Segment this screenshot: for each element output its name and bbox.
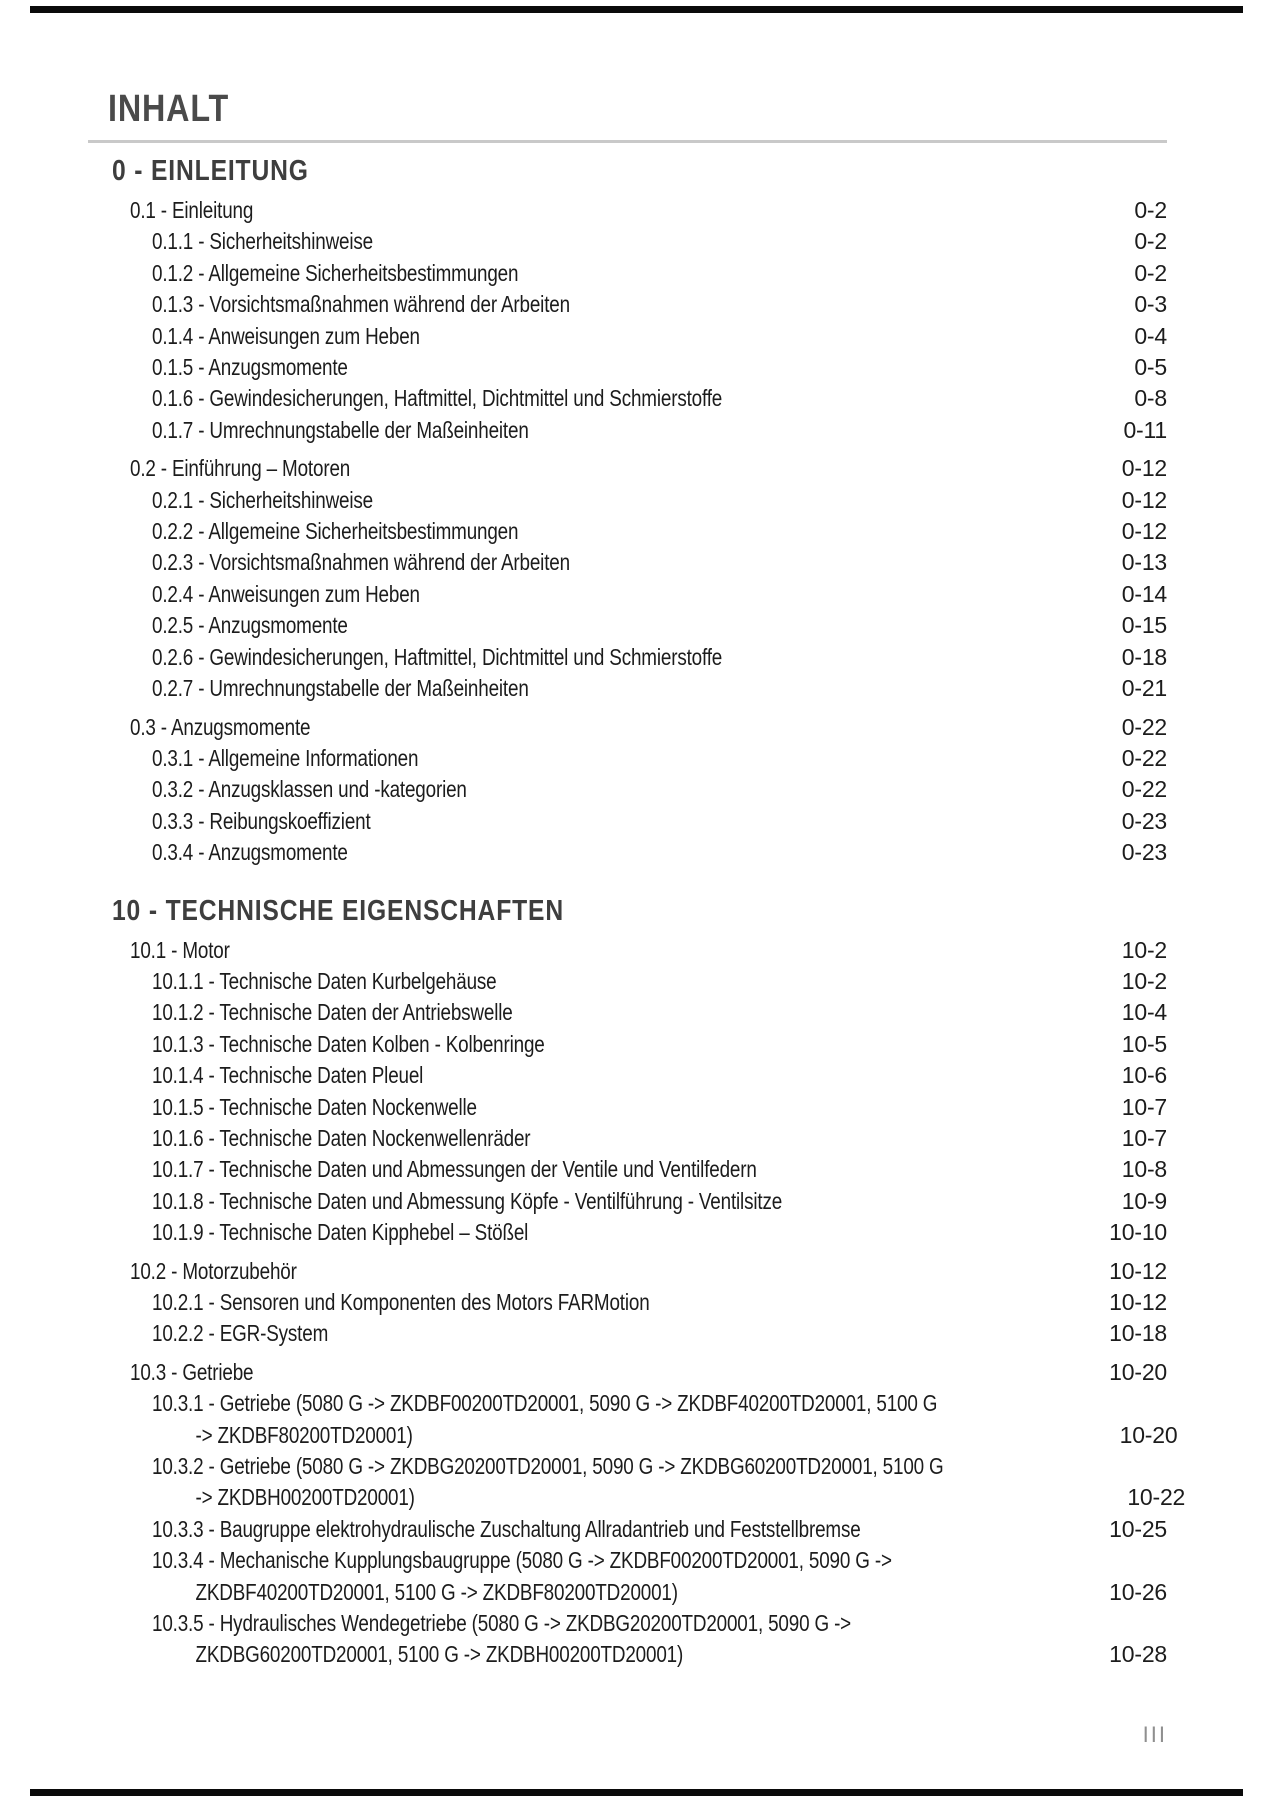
toc-entry-label: 0.1.2 - Allgemeine Sicherheitsbestimmungen (152, 259, 519, 286)
page-bottom-edge-bar (30, 1789, 1243, 1796)
toc-entry-label: 0.1 - Einleitung (130, 197, 254, 223)
toc-entry-label: 0.2.7 - Umrechnungstabelle der Maßeinheiten (152, 675, 529, 702)
toc-entry-page-number: 0-21 (1121, 675, 1167, 702)
toc-entry (88, 453, 1167, 484)
toc-entry-page-number: 10-12 (1109, 1257, 1167, 1284)
toc-entry-label: 0.2.1 - Sicherheitshinweise (152, 486, 373, 513)
toc-entry (88, 579, 1167, 610)
toc-entry-label: 10.2 - Motorzubehör (130, 1257, 297, 1284)
toc-entry (88, 1256, 1167, 1287)
toc-entry (88, 935, 1167, 966)
toc-entry-label: 0.3.3 - Reibungskoeffizient (152, 807, 371, 834)
toc-entry-label: 0.2 - Einführung – Motoren (130, 455, 351, 482)
toc-entry-label: 10.1.4 - Technische Daten Pleuel (152, 1062, 424, 1089)
toc-entry (88, 1357, 1167, 1388)
toc-entry-label: 0.1.7 - Umrechnungstabelle der Maßeinheiten (152, 416, 529, 443)
toc-entry-label: 10.1 - Motor (130, 936, 230, 963)
toc-entry-label: 0.2.6 - Gewindesicherungen, Haftmittel, Dichtmittel und Schmierstoffe (152, 643, 723, 670)
toc-entry-page-number: 10-26 (1109, 1578, 1167, 1605)
toc-entry-page-number: 10-25 (1109, 1515, 1167, 1542)
toc-entry (88, 610, 1167, 641)
toc-entry-page-number: 0-4 (1134, 322, 1167, 349)
footer-page-number: III (1142, 1722, 1167, 1747)
section-entries (88, 935, 1186, 1671)
toc-entry-page-number: 0-23 (1121, 839, 1167, 866)
toc-entry (88, 321, 1167, 352)
toc-entry-page-number: 0-5 (1134, 354, 1167, 381)
toc-entry (88, 352, 1167, 383)
toc-entry-label: 0.1.5 - Anzugsmomente (152, 354, 348, 381)
toc-entry-label: 0.3 - Anzugsmomente (130, 713, 311, 740)
toc-entry (88, 806, 1167, 837)
toc-entry-page-number: 0-23 (1121, 807, 1167, 834)
toc-entry-label: 10.1.2 - Technische Daten der Antriebswelle (152, 999, 513, 1026)
toc-entry-label: 10.1.3 - Technische Daten Kolben - Kolbenringe (152, 1030, 545, 1057)
toc-entry-label: 10.1.8 - Technische Daten und Abmessung Köpfe - Ventilführung - Ventilsitze (152, 1187, 783, 1214)
toc-entry-label: 10.1.9 - Technische Daten Kipphebel – Stößel (152, 1219, 529, 1246)
toc-entry-label: 10.1.5 - Technische Daten Nockenwelle (152, 1093, 477, 1120)
toc-entry (88, 516, 1167, 547)
toc-entry (88, 226, 1167, 257)
toc-entry (88, 743, 1167, 774)
table-of-contents (88, 155, 1186, 1671)
toc-entry-label: 10.1.1 - Technische Daten Kurbelgehäuse (152, 967, 497, 994)
toc-entry-page-number: 0-22 (1121, 776, 1167, 803)
toc-entry (88, 642, 1167, 673)
toc-entry-page-number: 10-6 (1121, 1062, 1167, 1089)
toc-entry (88, 258, 1167, 289)
toc-entry-page-number: 0-14 (1121, 580, 1167, 607)
toc-entry-label: 0.1.6 - Gewindesicherungen, Haftmittel, Dichtmittel und Schmierstoffe (152, 385, 723, 412)
toc-entry-page-number: 10-22 (1127, 1484, 1186, 1511)
toc-entry (88, 1092, 1167, 1123)
toc-entry-page-number: 0-12 (1121, 486, 1167, 513)
toc-entry-page-number: 10-10 (1109, 1219, 1167, 1246)
toc-entry-label: 0.2.5 - Anzugsmomente (152, 612, 348, 639)
toc-entry-page-number: 10-20 (1119, 1421, 1178, 1448)
toc-entry-page-number: 0-13 (1121, 549, 1167, 576)
toc-entry-page-number: 0-22 (1121, 744, 1167, 771)
section-heading: 10 - TECHNISCHE EIGENSCHAFTEN (112, 894, 564, 927)
toc-entry (88, 1545, 1167, 1608)
toc-entry (88, 1388, 1178, 1451)
toc-entry-page-number: 10-4 (1121, 999, 1167, 1026)
toc-entry-page-number: 0-12 (1121, 455, 1167, 482)
toc-entry (88, 1123, 1167, 1154)
toc-entry-page-number: 10-5 (1121, 1030, 1167, 1057)
toc-entry (88, 774, 1167, 805)
toc-entry-page-number: 10-7 (1121, 1124, 1167, 1151)
toc-entry-page-number: 10-7 (1121, 1093, 1167, 1120)
toc-entry-label: 10.2.1 - Sensoren und Komponenten des Motors FARMotion (152, 1289, 650, 1315)
toc-entry-page-number: 10-28 (1109, 1641, 1167, 1668)
toc-entry (88, 289, 1167, 320)
toc-entry-label: 0.3.4 - Anzugsmomente (152, 839, 348, 866)
toc-entry-label: 10.1.6 - Technische Daten Nockenwellenräder (152, 1124, 531, 1151)
toc-entry-label: 0.1.1 - Sicherheitshinweise (152, 228, 373, 255)
section-heading: 0 - EINLEITUNG (112, 155, 309, 187)
toc-entry (88, 1318, 1167, 1349)
toc-entry-label: 10.3 - Getriebe (130, 1358, 254, 1385)
toc-entry-page-number: 0-2 (1134, 197, 1167, 223)
toc-entry (88, 1217, 1167, 1248)
toc-entry-label: 0.3.1 - Allgemeine Informationen (152, 744, 419, 771)
toc-entry (88, 1608, 1167, 1671)
toc-entry-page-number: 10-8 (1121, 1156, 1167, 1183)
toc-entry-page-number: 0-11 (1123, 416, 1167, 443)
toc-entry-page-number: 10-18 (1109, 1320, 1167, 1347)
toc-entry-label: 10.3.2 - Getriebe (5080 G -> ZKDBG20200TD20001, 5090 G -> ZKDBG60200TD20001, 5100 G -> ZKDBH00200TD20001) (152, 1453, 944, 1511)
toc-entry-page-number: 10-9 (1121, 1187, 1167, 1214)
toc-entry (88, 966, 1167, 997)
toc-entry-page-number: 0-3 (1134, 291, 1167, 318)
document-page-content (88, 0, 1186, 1671)
toc-entry (88, 1451, 1186, 1514)
toc-entry-page-number: 0-2 (1134, 228, 1167, 255)
toc-entry-label: 10.3.3 - Baugruppe elektrohydraulische Zuschaltung Allradantrieb und Feststellbremse (152, 1515, 861, 1542)
toc-entry (88, 1514, 1167, 1545)
section-entries (88, 195, 1167, 869)
toc-entry-label: 10.3.4 - Mechanische Kupplungsbaugruppe (5080 G -> ZKDBF00200TD20001, 5090 G -> ZKDBF40200TD20001, 5100 G -> ZKDBF80200TD20001) (152, 1547, 892, 1605)
toc-entry (88, 547, 1167, 578)
toc-entry-label: 10.3.5 - Hydraulisches Wendegetriebe (5080 G -> ZKDBG20200TD20001, 5090 G -> ZKDBG60200TD20001, 5100 G -> ZKDBH00200TD20001) (152, 1610, 852, 1668)
toc-entry-page-number: 10-2 (1121, 967, 1167, 994)
toc-entry-page-number: 10-2 (1121, 936, 1167, 963)
toc-entry-label: 0.2.2 - Allgemeine Sicherheitsbestimmungen (152, 518, 519, 545)
toc-entry (88, 1060, 1167, 1091)
title-divider (88, 140, 1167, 143)
toc-entry-label: 0.3.2 - Anzugsklassen und -kategorien (152, 776, 467, 803)
toc-entry-page-number: 0-2 (1134, 259, 1167, 286)
toc-entry (88, 673, 1167, 704)
toc-entry (88, 997, 1167, 1028)
page-title: INHALT (108, 88, 230, 130)
toc-entry-label: 0.1.3 - Vorsichtsmaßnahmen während der Arbeiten (152, 291, 570, 318)
toc-entry (88, 837, 1167, 868)
toc-entry-page-number: 0-15 (1121, 612, 1167, 639)
toc-entry (88, 1287, 1167, 1318)
toc-entry-page-number: 0-12 (1121, 518, 1167, 545)
toc-entry-label: 10.2.2 - EGR-System (152, 1320, 329, 1347)
toc-entry (88, 1154, 1167, 1185)
toc-entry-label: 0.2.3 - Vorsichtsmaßnahmen während der Arbeiten (152, 549, 570, 576)
toc-entry-label: 0.1.4 - Anweisungen zum Heben (152, 322, 420, 349)
toc-entry-label: 0.2.4 - Anweisungen zum Heben (152, 580, 420, 607)
toc-entry-page-number: 10-20 (1109, 1358, 1167, 1385)
toc-entry (88, 712, 1167, 743)
toc-entry (88, 383, 1167, 414)
toc-entry (88, 1186, 1167, 1217)
toc-entry-page-number: 10-12 (1109, 1289, 1167, 1315)
toc-entry-page-number: 0-8 (1134, 385, 1167, 412)
toc-entry (88, 415, 1167, 446)
toc-entry-label: 10.3.1 - Getriebe (5080 G -> ZKDBF00200TD20001, 5090 G -> ZKDBF40200TD20001, 5100 G -> ZKDBF80200TD20001) (152, 1390, 938, 1448)
toc-entry (88, 1029, 1167, 1060)
toc-entry-label: 10.1.7 - Technische Daten und Abmessungen der Ventile und Ventilfedern (152, 1156, 757, 1183)
toc-entry (88, 195, 1167, 226)
toc-entry-page-number: 0-18 (1121, 643, 1167, 670)
toc-entry-page-number: 0-22 (1121, 713, 1167, 740)
toc-entry (88, 485, 1167, 516)
